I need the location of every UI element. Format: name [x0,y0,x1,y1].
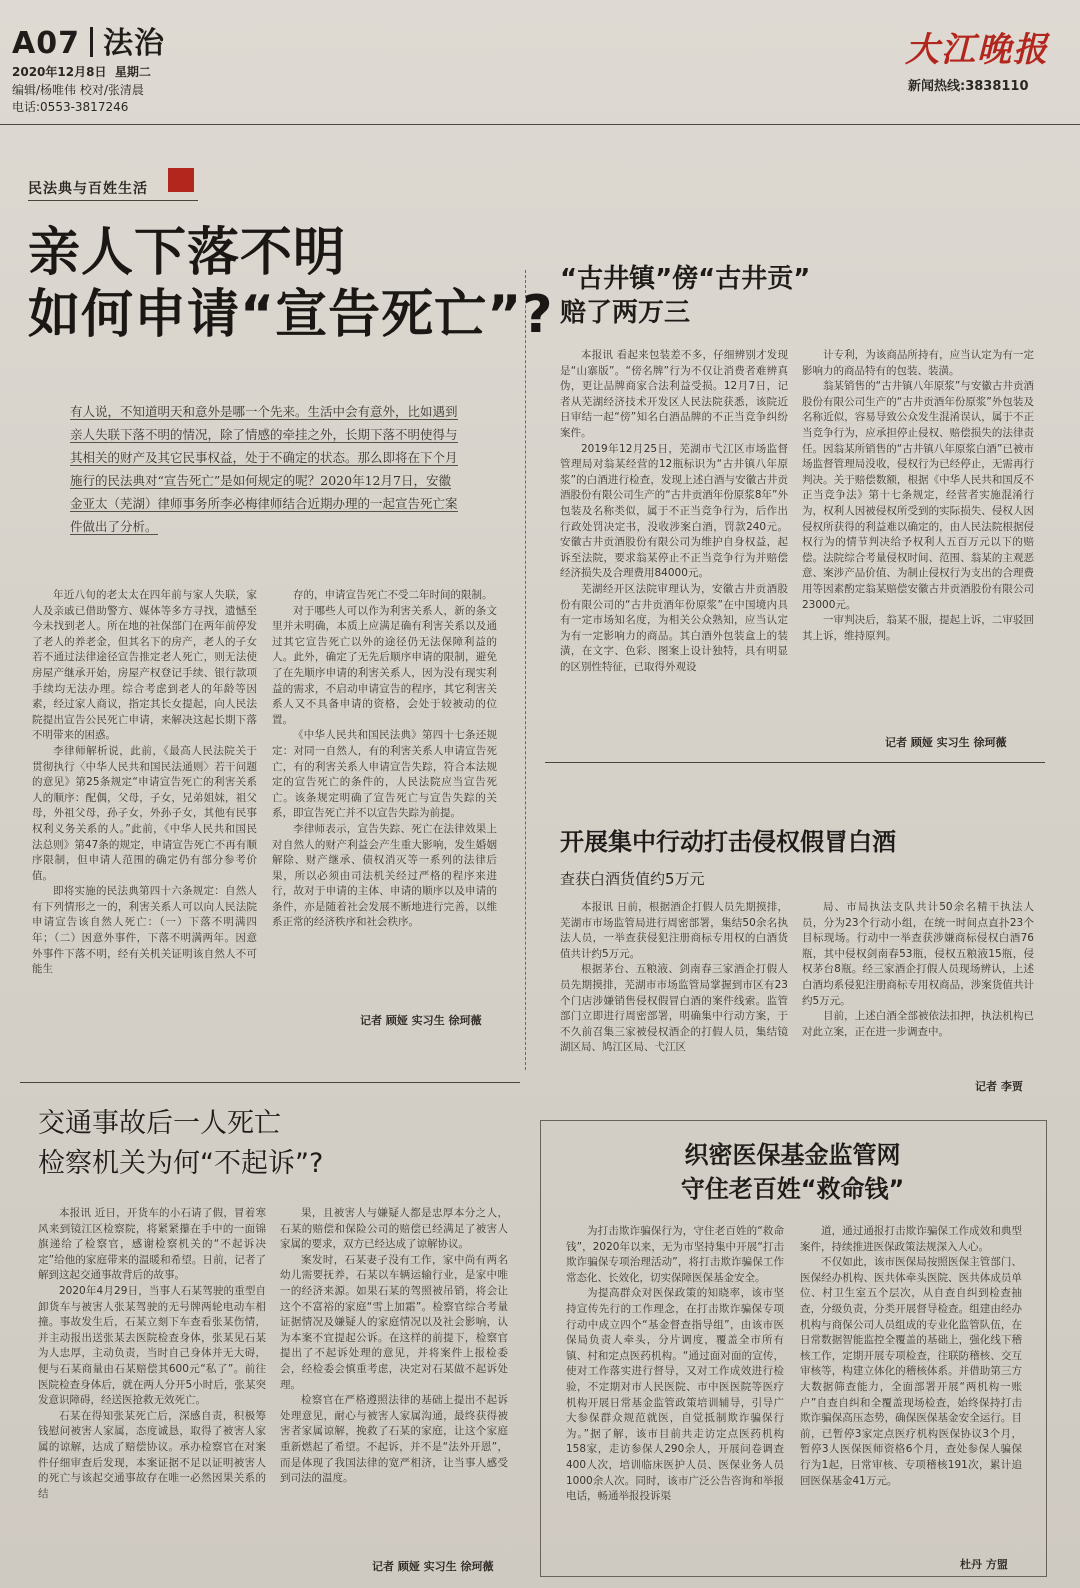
article5-title-line2: 守住老百姓“救命钱” [680,1175,905,1203]
article1-lead-text: 有人说，不知道明天和意外是哪一个先来。生活中会有意外，比如遇到亲人失联下落不明的情况，除了情感的牵挂之外，长期下落不明使得与其相关的财产及其它民事权益，处于不确定的状态。那么即将在下个月施行的民法典对“宣告死亡”是如何规定的呢？2020年12月7日，安徽金亚太（芜湖）律师事务所李必梅律师结合近期办理的一起宣告死亡案件做出了分析。 [70,404,458,534]
article2-title-line1: “古井镇”傍“古井贡” [560,264,811,294]
article3-subtitle: 查获白酒货值约5万元 [560,870,705,888]
paragraph: 李律师解析说，此前，《最高人民法院关于贯彻执行〈中华人民共和国民法通则〉若干问题的意见》第25条规定“申请宣告死亡的利害关系人的顺序：配偶，父母，子女，兄弟姐妹，祖父母，外祖父母，孙子女，外孙子女，其他有民事权利义务关系的人。”此前，《中华人民共和国民法总则》第47条的规定，申请宣告死亡不再有顺序限制，但申请人范围的确定仍有部分参考价值。 [32,744,257,882]
article3-col1 [560,900,788,1056]
paragraph: 为提高群众对医保政策的知晓率，该市坚持宣传先行的工作理念，在打击欺诈骗保专项行动中成立四个“基金督查指导组”，由该市医保局负责人牵头，分片调度，覆盖全市所有镇、村和定点医药机构。“通过面对面的宣传，使对工作落实进行督导，又对工作成效进行检验，不定期对市人民医院、市中医医院等医疗机构开展日常基金监管政策培训辅导，引导广大参保群众规范就医，自觉抵制欺诈骗保行为。”据了解，该市目前共走访定点医药机构158家，走访参保人290余人，开展问卷调查400人次，培训临床医护人员、医保业务人员1000余人次。同时，该市广泛公告咨询和举报电话，畅通举报投诉渠 [566,1287,784,1503]
hotline: 新闻热线:3838110 [908,79,1029,94]
article5-col2 [800,1224,1022,1489]
page-number: A07 [12,26,80,61]
paragraph: 2020年4月29日，当事人石某驾驶的重型自卸货车与被害人张某驾驶的无号牌两轮电动车相撞。事故发生后，石某立刻下车查看张某伤情，并主动报出送张某去医院检查身体，张某见石某为人忠厚，主动负责，当时自己身体并无大碍，便与石某商量由石某赔偿其600元“私了”。前往医院检查身体后，就在两人分开5小时后，张某突发意识障碍，经送医抢救无效死亡。 [38,1284,266,1407]
section-rule [545,762,1045,763]
article4-title-line1: 交通事故后一人死亡 [38,1108,281,1139]
article1-title-line2: 如何申请“宣告死亡”? [28,285,554,345]
article3-title: 开展集中行动打击侵权假冒白酒 [560,828,896,856]
article1-byline: 记者 顾娅 实习生 徐珂薇 [360,1014,482,1027]
article2-col2 [802,348,1034,644]
article2-col1 [560,348,788,675]
article2-title [560,262,810,330]
divider [90,27,93,57]
paragraph: 石某在得知张某死亡后，深感自责，积极筹钱慰问被害人家属，态度诚恳，取得了被害人家属的谅解，达成了赔偿协议。承办检察官在对案件仔细审查后发现，本案证据不足以证明被害人的死亡与该起交通事故存在唯一必然因果关系的结 [38,1409,266,1500]
article5-title-line1: 织密医保基金监管网 [684,1141,901,1169]
article4-col1 [38,1206,266,1502]
article2-title-line2: 赔了两万三 [560,298,691,328]
editors: 编辑/杨唯伟 校对/张清晨 [12,83,144,97]
paragraph: 检察官在严格遵照法律的基础上提出不起诉处理意见，耐心与被害人家属沟通，最终获得被害者家属谅解，挽救了石某的家庭，让这个家庭重新燃起了希望。不起诉，并不是“法外开恩”，而是体现了我国法律的宽严相济，让当事人感受到司法的温度。 [280,1394,508,1485]
paragraph: 《中华人民共和国民法典》第四十七条还规定：对同一自然人，有的利害关系人申请宣告死亡，有的利害关系人申请宣告失踪，符合本法规定的宣告死亡的条件的，人民法院应当宣告死亡。该条规定明确了宣告死亡与宣告失踪的关系，即宣告死亡并不以宣告失踪为前提。 [272,729,497,820]
article1-title-line1: 亲人下落不明 [28,223,347,283]
paragraph: 芜湖经开区法院审理认为，安徽古井贡酒股份有限公司的“古井贡酒年份原浆”在中国境内具有一定市场知名度，为相关公众熟知，应当认定为有一定影响力的商品。其白酒外包装盒上的装潢，在文字、色彩、图案上设计独特，具有明显的区别性特征，已取得外观设 [560,582,788,673]
article4-title [38,1104,323,1184]
column-tag-rule [28,200,198,201]
paragraph: 本报讯 看起来包装差不多，仔细辨别才发现是“山寨版”。“傍名牌”行为不仅让消费者难辨真伪，更让品牌商家合法利益受损。12月7日，记者从芜湖经济技术开发区人民法院获悉，该院近日审结一起“傍”知名白酒品牌的不正当竞争纠纷案件。 [560,349,788,439]
section-name: 法治 [102,26,165,61]
article4-col2 [280,1206,508,1487]
paragraph: 翁某销售的“古井镇八年原浆”与安徽古井贡酒股份有限公司生产的“古井贡酒年份原浆”外包装及名称近似，容易导致公众发生混淆误认，属于不正当竞争行为，应承担停止侵权、赔偿损失的法律责任。因翁某所销售的“古井镇八年原浆白酒”已被市场监督管理局没收，侵权行为已经停止，无需再行判决。关于赔偿数额，根据《中华人民共和国反不正当竞争法》第十七条规定，经营者实施混淆行为，权利人因被侵权所受到的实际损失、侵权人因侵权所获得的利益难以确定的，由人民法院根据侵权行为的情节判决给予权利人五百万元以下的赔偿。法院综合考量侵权时间、范围、翁某的主观恶意、案涉产品价值、为制止侵权行为支出的合理费用等因素酌定翁某赔偿安徽古井贡酒股份有限公司23000元。 [802,380,1034,611]
section-rule [20,1082,520,1083]
paragraph: 本报讯 近日，开货车的小石请了假，冒着寒风来到镜江区检察院，将紧紧攥在手中的一面锦旗递给了检察官，感谢检察机关的“不起诉决定”给他的家庭带来的温暖和希望。日前，记者了解到这起交通事故背后的故事。 [38,1207,266,1282]
article1-lead [70,400,460,538]
article1-col2 [272,588,497,931]
article2-byline: 记者 顾娅 实习生 徐珂薇 [885,736,1007,749]
paragraph: 存的，申请宣告死亡不受二年时间的限制。 [293,589,493,601]
newspaper-logo: 大江晚报 [905,30,1049,70]
paragraph: 一审判决后，翁某不服，提起上诉，二审驳回其上诉，维持原判。 [802,614,1034,642]
article4-byline: 记者 顾娅 实习生 徐珂薇 [372,1560,494,1573]
paragraph: 2019年12月25日，芜湖市弋江区市场监督管理局对翁某经营的12瓶标识为“古井镇八年原浆”的白酒进行检查，发现上述白酒与安徽古井贡酒股份有限公司生产的“古井贡酒年份原浆8年”外包装及名称类似，属于不正当竞争行为，后作出行政处罚决定书，没收涉案白酒，罚款240元。安徽古井贡酒股份有限公司为维护自身权益，起诉至法院，要求翁某停止不正当竞争行为并赔偿经济损失及合理费用84000元。 [560,442,788,580]
column-divider [525,270,526,1070]
paragraph: 案发时，石某妻子没有工作，家中尚有两名幼儿需要抚养，石某以车辆运输行业，是家中唯一的经济来源。如果石某的驾照被吊销，将会让这个不富裕的家庭“雪上加霜”。检察官综合考量证据情况及嫌疑人的家庭情况以及社会影响，认为本案不宜提起公诉。在这样的前提下，检察官提出了不起诉处理的意见，并将案件上报检委会，经检委会慎重考虑，决定对石某做不起诉处理。 [280,1253,508,1391]
paragraph: 计专利，为该商品所持有，应当认定为有一定影响力的商品特有的包装、装潢。 [802,349,1034,377]
paragraph: 目前，上述白酒全部被依法扣押，执法机构已对此立案，正在进一步调查中。 [802,1010,1034,1038]
paragraph: 对于哪些人可以作为利害关系人，新的条文里并未明确，本质上应满足确有利害关系以及通过其它宣告死亡以外的途径仍无法保障利益的人。此外，确定了无先后顺序申请的限制，避免了在先顺序申请的利害关系人，因为没有现实利益的需求，不启动申请宣告的程序，其它利害关系人又不具备申请的资格，会处于较被动的位置。 [272,604,497,726]
date: 2020年12月8日 [12,65,107,79]
paragraph: 李律师表示，宣告失踪、死亡在法律效果上对自然人的财产利益会产生重大影响，发生婚姻解除、财产继承、债权消灭等一系列的法律后果，所以必须由司法机关经过严格的程序来进行，故对于申请的主体、申请的顺序以及申请的条件，亦是随着社会发展不断地进行完善，以维系正常的经济秩序和社会秩序。 [272,822,497,929]
paragraph: 局、市局执法支队共计50余名精干执法人员，分为23个行动小组，在统一时间点直扑23个目标现场。行动中一举查获涉嫌商标侵权白酒76瓶，其中侵权剑南春53瓶，侵权五粮液15瓶，侵权茅台8瓶。经三家酒企打假人员现场辨认，上述白酒均系侵犯注册商标专用权商品，涉案货值共计约5万元。 [802,901,1034,1007]
paragraph: 不仅如此，该市医保局按照医保主管部门、医保经办机构、医共体牵头医院、医共体成员单位、村卫生室五个层次，从自查自纠到检查抽查，分级负责，分类开展督导检查。组建由经办机构与商保公司人员组成的专业化监管队伍，在日常数据智能监控全覆盖的基础上，强化线下稽核工作，定期开展专项检查，往联防稽核、交互审核等，构建立体化的稽核体系。并借助第三方大数据筛查能力，全面部署开展“两机构一账户”自查自纠和全覆盖现场检查，始终保持打击欺诈骗保高压态势，确保医保基金安全运行。目前，已暂停3家定点医疗机构医保协议3个月，暂停3人医保医师资格6个月，查处参保人骗保行为1起，日常审核、专项稽核191次，累计追回医保基金41万元。 [800,1256,1022,1487]
paragraph: 道，通过通报打击欺诈骗保工作成效和典型案件，持续推进医保政策法规深入人心。 [800,1225,1022,1253]
paragraph: 即将实施的民法典第四十六条规定：自然人有下列情形之一的，利害关系人可以向人民法院申请宣告该自然人死亡：（一）下落不明满四年；（二）因意外事件，下落不明满两年。因意外事件下落不明，经有关机关证明该自然人不可能生 [32,885,257,976]
article1-col1 [32,588,257,978]
page-number-section [12,18,165,62]
article4-title-line2: 检察机关为何“不起诉”? [38,1148,324,1179]
phone: 电话:0553-3817246 [12,100,129,114]
paragraph: 为打击欺诈骗保行为，守住老百姓的“救命钱”，2020年以来，无为市坚持集中开展“打击欺诈骗保专项治理活动”，将打击欺诈骗保工作常态化、长效化，切实保障医保基金安全。 [566,1225,784,1284]
paragraph: 本报讯 日前，根据酒企打假人员先期摸排，芜湖市市场监管局进行周密部署，集结50余名执法人员，一举查获侵犯注册商标专用权的白酒货值共计约5万元。 [560,901,788,960]
issue-date [12,64,151,81]
article5-col1 [566,1224,784,1505]
article3-byline: 记者 李贾 [975,1080,1023,1093]
article5-title [540,1138,1045,1206]
article1-title [28,222,554,346]
paragraph: 年近八旬的老太太在四年前与家人失联，家人及亲戚已借助警方、媒体等多方寻找，遗憾至今未找到老人。所在地的社保部门在两年前停发了老人的养老金，但其名下的房产，老人的子女若不通过法律途径宣告推定老人死亡，则无法使房屋产继承开始，房屋产权登记手续、银行款项手续均无法办理。综合考虑到老人的年龄等因素，经过家人商议，指定其长女提起，向人民法院提出宣告公民死亡申请，来解决这起长期下落不明带来的困惑。 [32,589,257,742]
top-rule [0,124,1080,125]
weekday: 星期二 [114,65,151,79]
article5-byline: 杜丹 方盟 [960,1558,1008,1571]
article3-col2 [802,900,1034,1040]
paragraph: 果，且被害人与嫌疑人都是忠厚本分之人，石某的赔偿和保险公司的赔偿已经满足了被害人家属的要求，双方已经达成了谅解协议。 [280,1207,508,1251]
paragraph: 根据茅台、五粮液、剑南春三家酒企打假人员先期摸排，芜湖市市场监管局掌握到市区有23个门店涉嫌销售侵权假冒白酒的案件线索。监管部门立即进行周密部署，明确集中行动方案，于不久前召集三家被侵权酒企的打假人员，集结镜湖区局、鸠江区局、弋江区 [560,963,788,1054]
column-tag: 民法典与百姓生活 [28,181,148,197]
column-tag-mark [168,168,194,192]
